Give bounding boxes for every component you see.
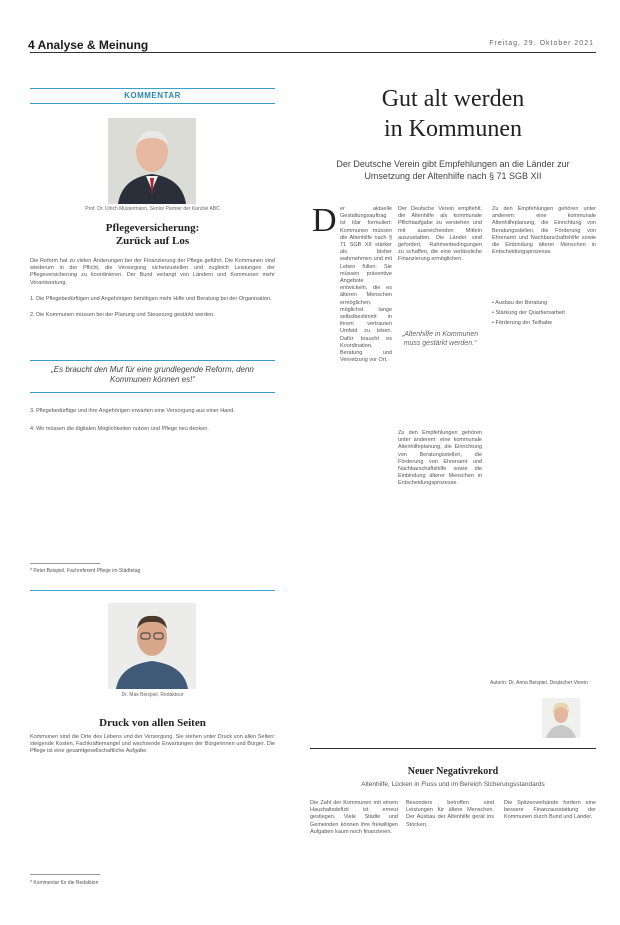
kommentar-label: KOMMENTAR [124, 91, 181, 100]
footnote-rule-2 [30, 874, 100, 875]
news-rule [310, 748, 596, 749]
article-dropcap: D [312, 202, 337, 239]
article-col-2: Der Deutsche Verein empfiehlt, die Altenhilfe als kommunale Pflichtaufgabe zu verstehen und mit ausreichenden Mitteln auszustatten. Die Länder sind gefordert, Rahmenbedingungen zu schaffen, die eine verlässliche Finanzierung ermöglichen. [398, 206, 482, 263]
news-title: Neuer Negativrekord [407, 766, 499, 777]
article-bullet-1: • Ausbau der Beratung [492, 300, 548, 306]
kommentar-intro: Die Reform hat zu vielen Änderungen bei der Finanzierung der Pflege geführt. Die Kommunen sind wiederum in der Pflicht, die Versorgung sicherzustellen und zugleich Leistungen der Pflegeversicherung zu koordinieren. Der Bund verlangt von Ländern und Kommunen mehr Verantwortung. [30, 258, 275, 286]
author-caption-1: Prof. Dr. Ulrich Mustermann, Senior Partner der Kanzlei ABC [85, 206, 220, 212]
article-bullet-2: • Stärkung der Quartiersarbeit [492, 310, 565, 316]
author-photo-2 [108, 603, 196, 689]
article-subtitle: Der Deutsche Verein gibt Empfehlungen an die Länder zur Umsetzung der Altenhilfe nach § 71 SGB XII [336, 159, 570, 181]
kommentar-title: Pflegeversicherung: Zurück auf Los [105, 222, 200, 247]
news-subtitle: Altenhilfe, Lücken in Fluss und im Bereich Sicherungsstandards [361, 781, 545, 788]
section-divider [30, 590, 275, 591]
kommentar-body-2: Kommunen sind die Orte des Lebens und der Versorgung. Sie stehen unter Druck von allen Seiten: steigende Kosten, Fachkräftemangel und wachsende Erwartungen der Bürgerinnen und Bürger. Die Pflege ist eine gesamtgesellschaftliche Aufgabe. [30, 734, 275, 755]
article-title: Gut alt werden in Kommunen [381, 86, 525, 142]
issue-date: Freitag, 29. Oktober 2021 [489, 40, 594, 47]
article-col-2b: Zu den Empfehlungen gehören unter anderem: eine kommunale Altenhilfeplanung, die Einrichtung von Beratungsstellen, die Förderung von Ehrenamt und Nachbarschaftshilfe sowie die Einbindung älterer Menschen in Entscheidungsprozesse. [398, 430, 482, 487]
kommentar-pullquote: „Es braucht den Mut für eine grundlegende Reform, denn Kommunen können es!“ [51, 365, 254, 384]
article-col-3: Zu den Empfehlungen gehören unter anderem: eine kommunale Altenhilfeplanung, die Einrichtung von Beratungsstellen, die Förderung von Ehrenamt und Nachbarschaftshilfe sowie die Einbindung älterer Menschen in Entscheidungsprozesse. [492, 206, 596, 256]
article-author-photo [542, 698, 580, 738]
pullquote-rule-top [30, 360, 275, 361]
article-pullquote: „Altenhilfe in Kommunen muss gestärkt werden.“ [401, 331, 479, 347]
article-author-caption: Autorin: Dr. Anna Beispiel, Deutscher Verein [490, 680, 588, 686]
kommentar-title-2: Druck von allen Seiten [99, 717, 206, 729]
kommentar-footnote: * Peter Beispiel, Fachreferent Pflege im Städtetag [30, 568, 141, 574]
kommentar-item-2: 2. Die Kommunen müssen bei der Planung und Steuerung gestärkt werden. [30, 312, 215, 318]
article-bullet-3: • Förderung der Teilhabe [492, 320, 553, 326]
kommentar-item-1: 1. Die Pflegebedürftigen und Angehörigen benötigen mehr Hilfe und Beratung bei der Organisation. [30, 296, 272, 302]
footnote-rule-1 [30, 563, 100, 564]
kommentar-item-4: 4. Wir müssen die digitalen Möglichkeiten nutzen und Pflege neu denken. [30, 426, 209, 432]
header-rule [30, 52, 596, 53]
news-col-2: Besonders betroffen sind Leistungen für ältere Menschen. Der Ausbau der Altenhilfe gerät ins Stocken. [406, 800, 494, 828]
author-photo-1 [108, 118, 196, 204]
pullquote-rule-bottom [30, 392, 275, 393]
kommentar-footnote-2: * Kommentar für die Redaktion [30, 880, 99, 886]
news-col-3: Die Spitzenverbände fordern eine bessere Finanzausstattung der Kommunen durch Bund und Länder. [504, 800, 596, 821]
kommentar-item-3: 3. Pflegebedürftige und ihre Angehörigen erwarten eine Versorgung aus einer Hand. [30, 408, 235, 414]
section-title: 4 Analyse & Meinung [28, 38, 149, 52]
news-col-1: Die Zahl der Kommunen mit einem Haushaltsdefizit ist erneut gestiegen. Viele Städte und Gemeinden können ihre freiwilligen Aufgaben kaum noch finanzieren. [310, 800, 398, 835]
author-caption-2: Dr. Max Beispiel, Redakteur [121, 692, 184, 698]
article-col-1: er aktuelle Gestaltungsauftrag ist klar formuliert: Kommunen müssen die Altenhilfe nach § 71 SGB XII stärker als bisher wahrnehmen und mit Leben füllen. Sie müssen präventive Angebote entwickeln, die es älteren Menschen ermöglichen, möglichst lange selbstbestimmt in ihrem vertrauten Umfeld zu leben. Dafür braucht es Koordination, Beratung und Vernetzung vor Ort. [340, 206, 392, 364]
